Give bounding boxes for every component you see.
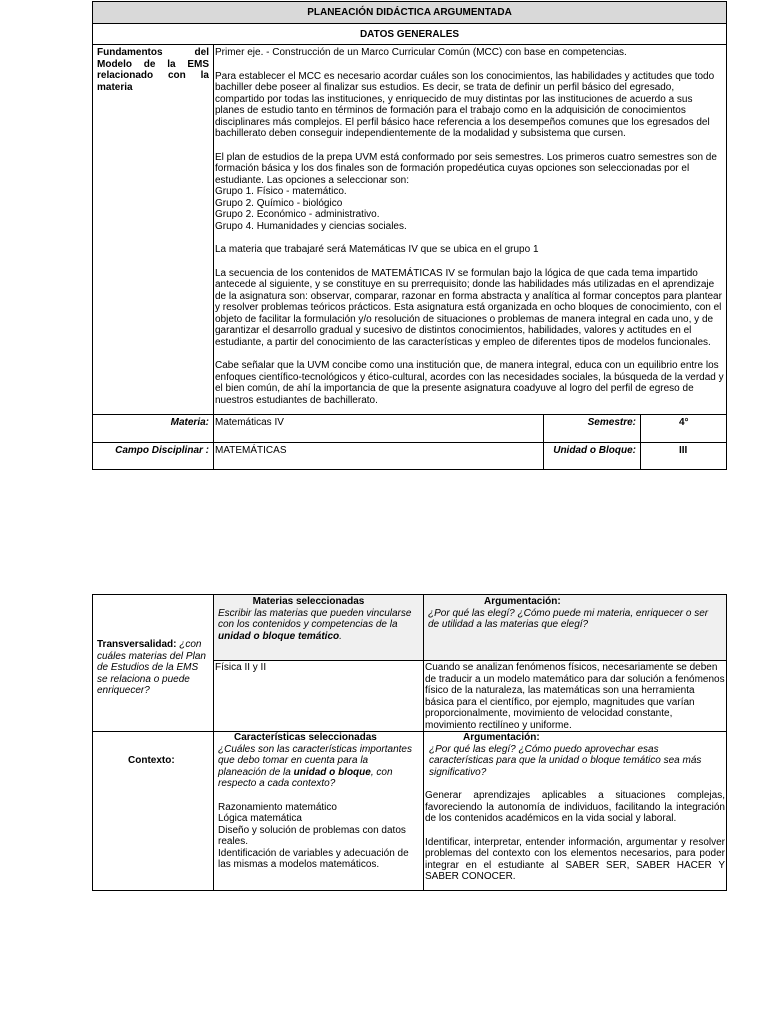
caracteristica-item: Razonamiento matemático bbox=[218, 801, 337, 813]
contexto-argumento-1: Generar aprendizajes aplicables a situaciones complejas, favoreciendo la autonomía de individuos, facilitando la integración de los contenidos académicos en la vida social y laboral. bbox=[425, 790, 725, 824]
grupo-item: Grupo 2. Económico - administrativo. bbox=[215, 209, 380, 220]
grupo-item: Grupo 2. Químico - biológico bbox=[215, 197, 343, 209]
materias-value: Física II y II bbox=[213, 660, 424, 732]
unidad-label: Unidad o Bloque: bbox=[543, 442, 641, 470]
fundamentos-plan: El plan de estudios de la prepa UVM está conformado por seis semestres. Los primeros cuatro semestres son de formación básica y los dos finales son de formación propedéutica cuyas opciones son seleccionadas por el estudiante. Las opciones a seleccionar son: bbox=[215, 151, 717, 186]
unidad-value: III bbox=[640, 442, 727, 470]
materias-header bbox=[213, 594, 424, 661]
transversalidad-argumento: Cuando se analizan fenómenos físicos, necesariamente se deben de traducir a un modelo matemático para dar solución a fenómenos físico de la naturaleza, las matemáticas son una herramienta básica para el científico, por ejemplo, magnitudes que varían proporcionalmente, movimiento de velocidad constante, movimiento rectilíneo y uniforme. bbox=[423, 660, 727, 732]
fundamentos-uvm: Cabe señalar que la UVM concibe como una institución que, de manera integral, educa con un equilibrio entre los enfoques científico-tecnológicos y ético-cultural, acordes con las necesidades sociales, la búsqueda de la verdad y el bien común, de ahí la importancia de que la presente asignatura coadyuve al logro del perfil de egreso de nuestros estudiantes de bachillerato. bbox=[215, 360, 724, 406]
fundamentos-secuencia: La secuencia de los contenidos de MATEMÁTICAS IV se formulan bajo la lógica de que cada tema impartido antecede al siguiente, y se constituye en su prerrequisito; donde las habilidades más utilizadas en el aprendizaje de la asignatura son: observar, comparar, razonar en forma abstracta y analítica al formar conceptos para plantear y resolver problemas teóricos prácticos. Esta asignatura está organizada en ocho bloques de conocimiento, con el objeto de facilitar la formulación y/o resolución de situaciones o problemas de manera integral en cada uno, y de garantizar el desarrollo gradual y sucesivo de distintos conocimientos, habilidades, valores y actitudes en el estudiante, a partir del conocimiento de las características y empleo de diferentes tipos de modelos funcionales. bbox=[215, 267, 722, 348]
caracteristica-item: Lógica matemática bbox=[218, 813, 302, 824]
campo-label: Campo Disciplinar : bbox=[92, 442, 214, 470]
transversalidad-label-cell bbox=[92, 594, 214, 732]
fundamentos-label: Fundamentos del Modelo de la EMS relacionado con la materia bbox=[97, 47, 209, 93]
caracteristicas-cell bbox=[213, 731, 424, 891]
document-title: PLANEACIÓN DIDÁCTICA ARGUMENTADA bbox=[92, 1, 727, 24]
campo-value: MATEMÁTICAS bbox=[213, 442, 544, 470]
semestre-value: 4° bbox=[640, 414, 727, 443]
grupo-item: Grupo 4. Humanidades y ciencias sociales. bbox=[215, 220, 407, 232]
section-title: DATOS GENERALES bbox=[92, 23, 727, 45]
contexto-argumentacion-hint: ¿Por qué las elegí? ¿Cómo puedo aprovechar esas características para que la unidad o bloque temático sea más significativo? bbox=[429, 743, 702, 778]
argumentacion-header bbox=[423, 594, 727, 661]
argumentacion-title: Argumentación: bbox=[484, 596, 561, 607]
contexto-label: Contexto: bbox=[92, 731, 214, 891]
caracteristica-item: Identificación de variables y adecuación de las mismas a modelos matemáticos. bbox=[218, 847, 409, 870]
fundamentos-mcc: Para establecer el MCC es necesario acordar cuáles son los conocimientos, las habilidades y actitudes que todo bachiller debe poseer al finalizar sus estudios. Es decir, se trata de definir un perfil básico del egresado, compartido por todas las instituciones, y enriquecido de muy distintas por las instituciones de acuerdo a sus planes de estudio tanto en términos de formación para el trabajo como en la adquisición de conocimientos disciplinares más complejos. El perfil básico hace referencia a los desempeños comunes que los egresados del bachillerato deben conseguir independientemente de la modalidad y subsistema que cursen. bbox=[215, 70, 715, 139]
materias-title: Materias seleccionadas bbox=[252, 596, 365, 607]
fundamentos-label-cell bbox=[92, 44, 214, 415]
grupos-list bbox=[215, 186, 724, 232]
caracteristicas-title: Características seleccionadas bbox=[234, 732, 377, 743]
transversalidad-label: Transversalidad: bbox=[97, 639, 177, 650]
fundamentos-materia: La materia que trabajaré será Matemáticas IV que se ubica en el grupo 1 bbox=[215, 244, 539, 255]
materias-hint: Escribir las materias que pueden vincularse con los contenidos y competencias de la unidad o bloque temático. bbox=[218, 607, 412, 642]
contexto-argumento-2: Identificar, interpretar, entender información, argumentar y resolver problemas del contexto con los elementos necesarios, para poder integrar en el estudiante al SABER SER, SABER HACER Y SABER CONOCER. bbox=[425, 836, 725, 882]
materia-value: Matemáticas IV bbox=[213, 414, 544, 443]
caracteristicas-hint: ¿Cuáles son las características importantes que debo tomar en cuenta para la planeación de la unidad o bloque, con respecto a cada contexto? bbox=[218, 743, 412, 789]
argumentacion-hint: ¿Por qué las elegí? ¿Cómo puede mi materia, enriquecer o ser de utilidad a las materias que elegí? bbox=[428, 607, 709, 630]
fundamentos-eje: Primer eje. - Construcción de un Marco Curricular Común (MCC) con base en competencias. bbox=[215, 47, 627, 58]
contexto-argumentacion-cell bbox=[423, 731, 727, 891]
contexto-argumentacion-title: Argumentación: bbox=[463, 732, 540, 743]
grupo-item: Grupo 1. Físico - matemático. bbox=[215, 186, 347, 197]
fundamentos-content-cell bbox=[213, 44, 727, 415]
transversalidad-question: ¿con cuáles materias del Plan de Estudios de la EMS se relaciona o puede enriquecer? bbox=[97, 639, 206, 696]
caracteristica-item: Diseño y solución de problemas con datos reales. bbox=[218, 824, 406, 847]
semestre-label: Semestre: bbox=[543, 414, 641, 443]
materia-label: Materia: bbox=[92, 414, 214, 443]
